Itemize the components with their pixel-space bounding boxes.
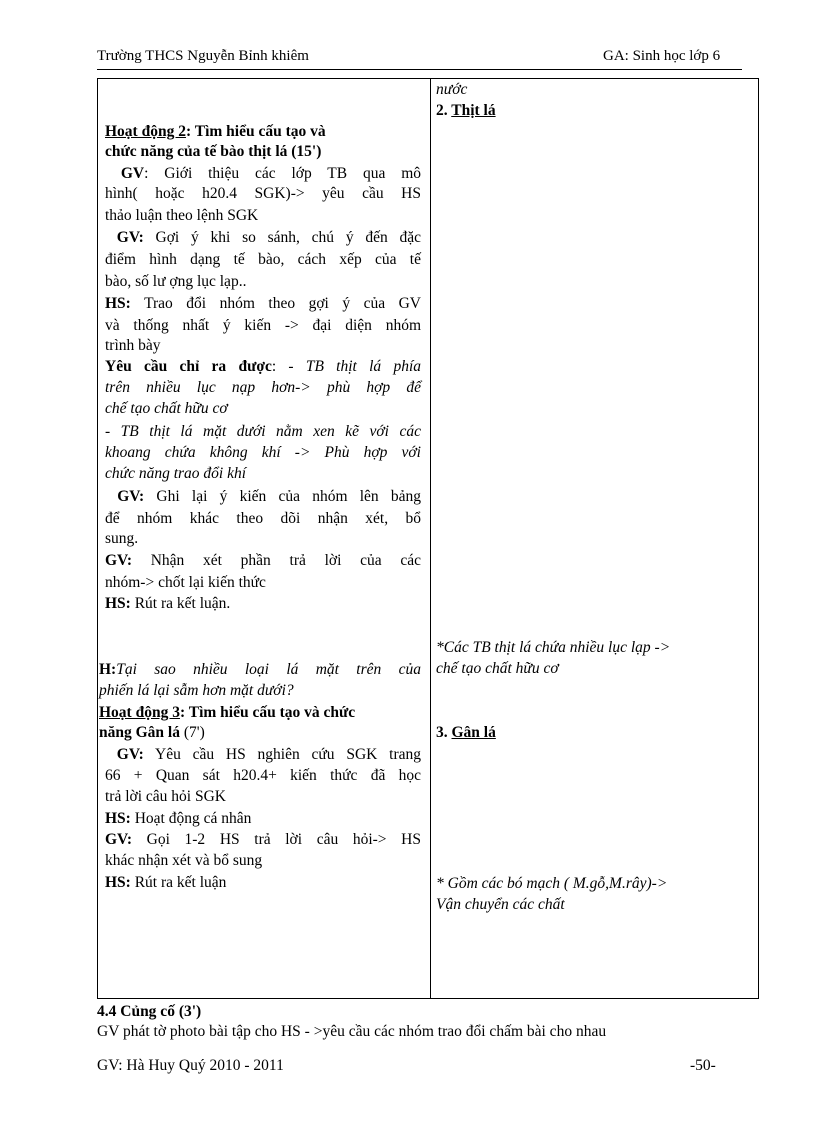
- conclusion-2-line-1: * Gồm các bó mạch ( M.gỗ,M.rây)->: [436, 875, 668, 892]
- hs-individual: HS: Hoạt động cá nhân: [105, 810, 252, 827]
- section-2-heading: 2. Thịt lá: [436, 102, 496, 119]
- hs-conclude-1: HS: Rút ra kết luận.: [105, 595, 231, 612]
- gv-task-line-2: 66 + Quan sát h20.4+ kiến thức đã học: [105, 767, 421, 784]
- requirement-line-2: trên nhiều lục nạp hơn-> phù hợp để: [105, 379, 421, 396]
- footer-page-number: -50-: [690, 1057, 716, 1074]
- gv-call-line-1: GV: Gọi 1-2 HS trả lời câu hỏi-> HS: [105, 831, 421, 848]
- gv-hint-line-1: GV: Gợi ý khi so sánh, chú ý đến đặc: [116, 229, 421, 246]
- section-4-4-text: GV phát tờ photo bài tập cho HS - >yêu cầu các nhóm trao đổi chấm bài cho nhau: [97, 1023, 607, 1040]
- activity-2-heading: Hoạt động 2: Tìm hiểu cấu tạo và: [105, 123, 326, 140]
- header-rule: [97, 69, 742, 70]
- gv-record-line-3: sung.: [105, 530, 139, 547]
- question-line-1: H:Tại sao nhiều loại lá mặt trên của: [99, 661, 421, 678]
- gv-hint-line-2: điểm hình dạng tế bào, cách xếp của tế: [105, 251, 421, 268]
- header-school: Trường THCS Nguyễn Bỉnh khiêm: [97, 48, 309, 64]
- question-line-2: phiến lá lại sẫm hơn mặt dưới?: [99, 682, 294, 699]
- requirement-line-6: chức năng trao đổi khí: [105, 465, 247, 482]
- gv-review-line-1: GV: Nhận xét phần trả lời của các: [105, 552, 421, 569]
- section-4-4-heading: 4.4 Củng cố (3'): [97, 1003, 202, 1020]
- conclusion-1-line-1: *Các TB thịt lá chứa nhiều lục lạp ->: [436, 639, 671, 656]
- gv-intro-line-1: GV: Giới thiệu các lớp TB qua mô: [120, 165, 422, 182]
- activity-3-heading: Hoạt động 3: Tìm hiểu cấu tạo và chức: [99, 704, 356, 721]
- requirement-line-3: chế tạo chất hữu cơ: [105, 400, 228, 417]
- section-3-heading: 3. Gân lá: [436, 724, 496, 741]
- footer-teacher: GV: Hà Huy Quý 2010 - 2011: [97, 1057, 284, 1074]
- hs-discuss-line-3: trình bày: [105, 337, 161, 354]
- gv-call-line-2: khác nhận xét và bổ sung: [105, 852, 263, 869]
- gv-review-line-2: nhóm-> chốt lại kiến thức: [105, 574, 266, 591]
- conclusion-2-line-2: Vận chuyển các chất: [436, 896, 565, 913]
- column-divider: [430, 78, 431, 999]
- gv-record-line-2: để nhóm khác theo dõi nhận xét, bổ: [105, 510, 421, 527]
- gv-hint-line-3: bào, số lư ợng lục lạp..: [105, 273, 247, 290]
- gv-task-line-3: trả lời câu hỏi SGK: [105, 788, 226, 805]
- hs-discuss-line-2: và thống nhất ý kiến -> đại diện nhóm: [105, 317, 421, 334]
- hs-conclude-2: HS: Rút ra kết luận: [105, 874, 227, 891]
- hs-discuss-line-1: HS: Trao đổi nhóm theo gợi ý của GV: [105, 295, 421, 312]
- activity-2-heading-cont: chức năng của tế bào thịt lá (15'): [105, 143, 322, 160]
- header-subject: GA: Sinh học lớp 6: [603, 48, 721, 64]
- conclusion-1-line-2: chế tạo chất hữu cơ: [436, 660, 559, 677]
- right-nuoc: nước: [436, 81, 468, 98]
- gv-record-line-1: GV: Ghi lại ý kiến của nhóm lên bảng: [117, 488, 422, 505]
- requirement-line-5: khoang chứa không khí -> Phù hợp với: [105, 444, 421, 461]
- requirement-line-4: - TB thịt lá mặt dưới nằm xen kẽ với các: [105, 423, 421, 440]
- gv-intro-line-3: thảo luận theo lệnh SGK: [105, 207, 259, 224]
- gv-intro-line-2: hình( hoặc h20.4 SGK)-> yêu cầu HS: [105, 185, 421, 202]
- gv-task-line-1: GV: Yêu cầu HS nghiên cứu SGK trang: [116, 746, 421, 763]
- activity-3-heading-cont: năng Gân lá (7'): [99, 724, 205, 741]
- requirement-line-1: Yêu cầu chỉ ra được: - TB thịt lá phía: [105, 358, 421, 375]
